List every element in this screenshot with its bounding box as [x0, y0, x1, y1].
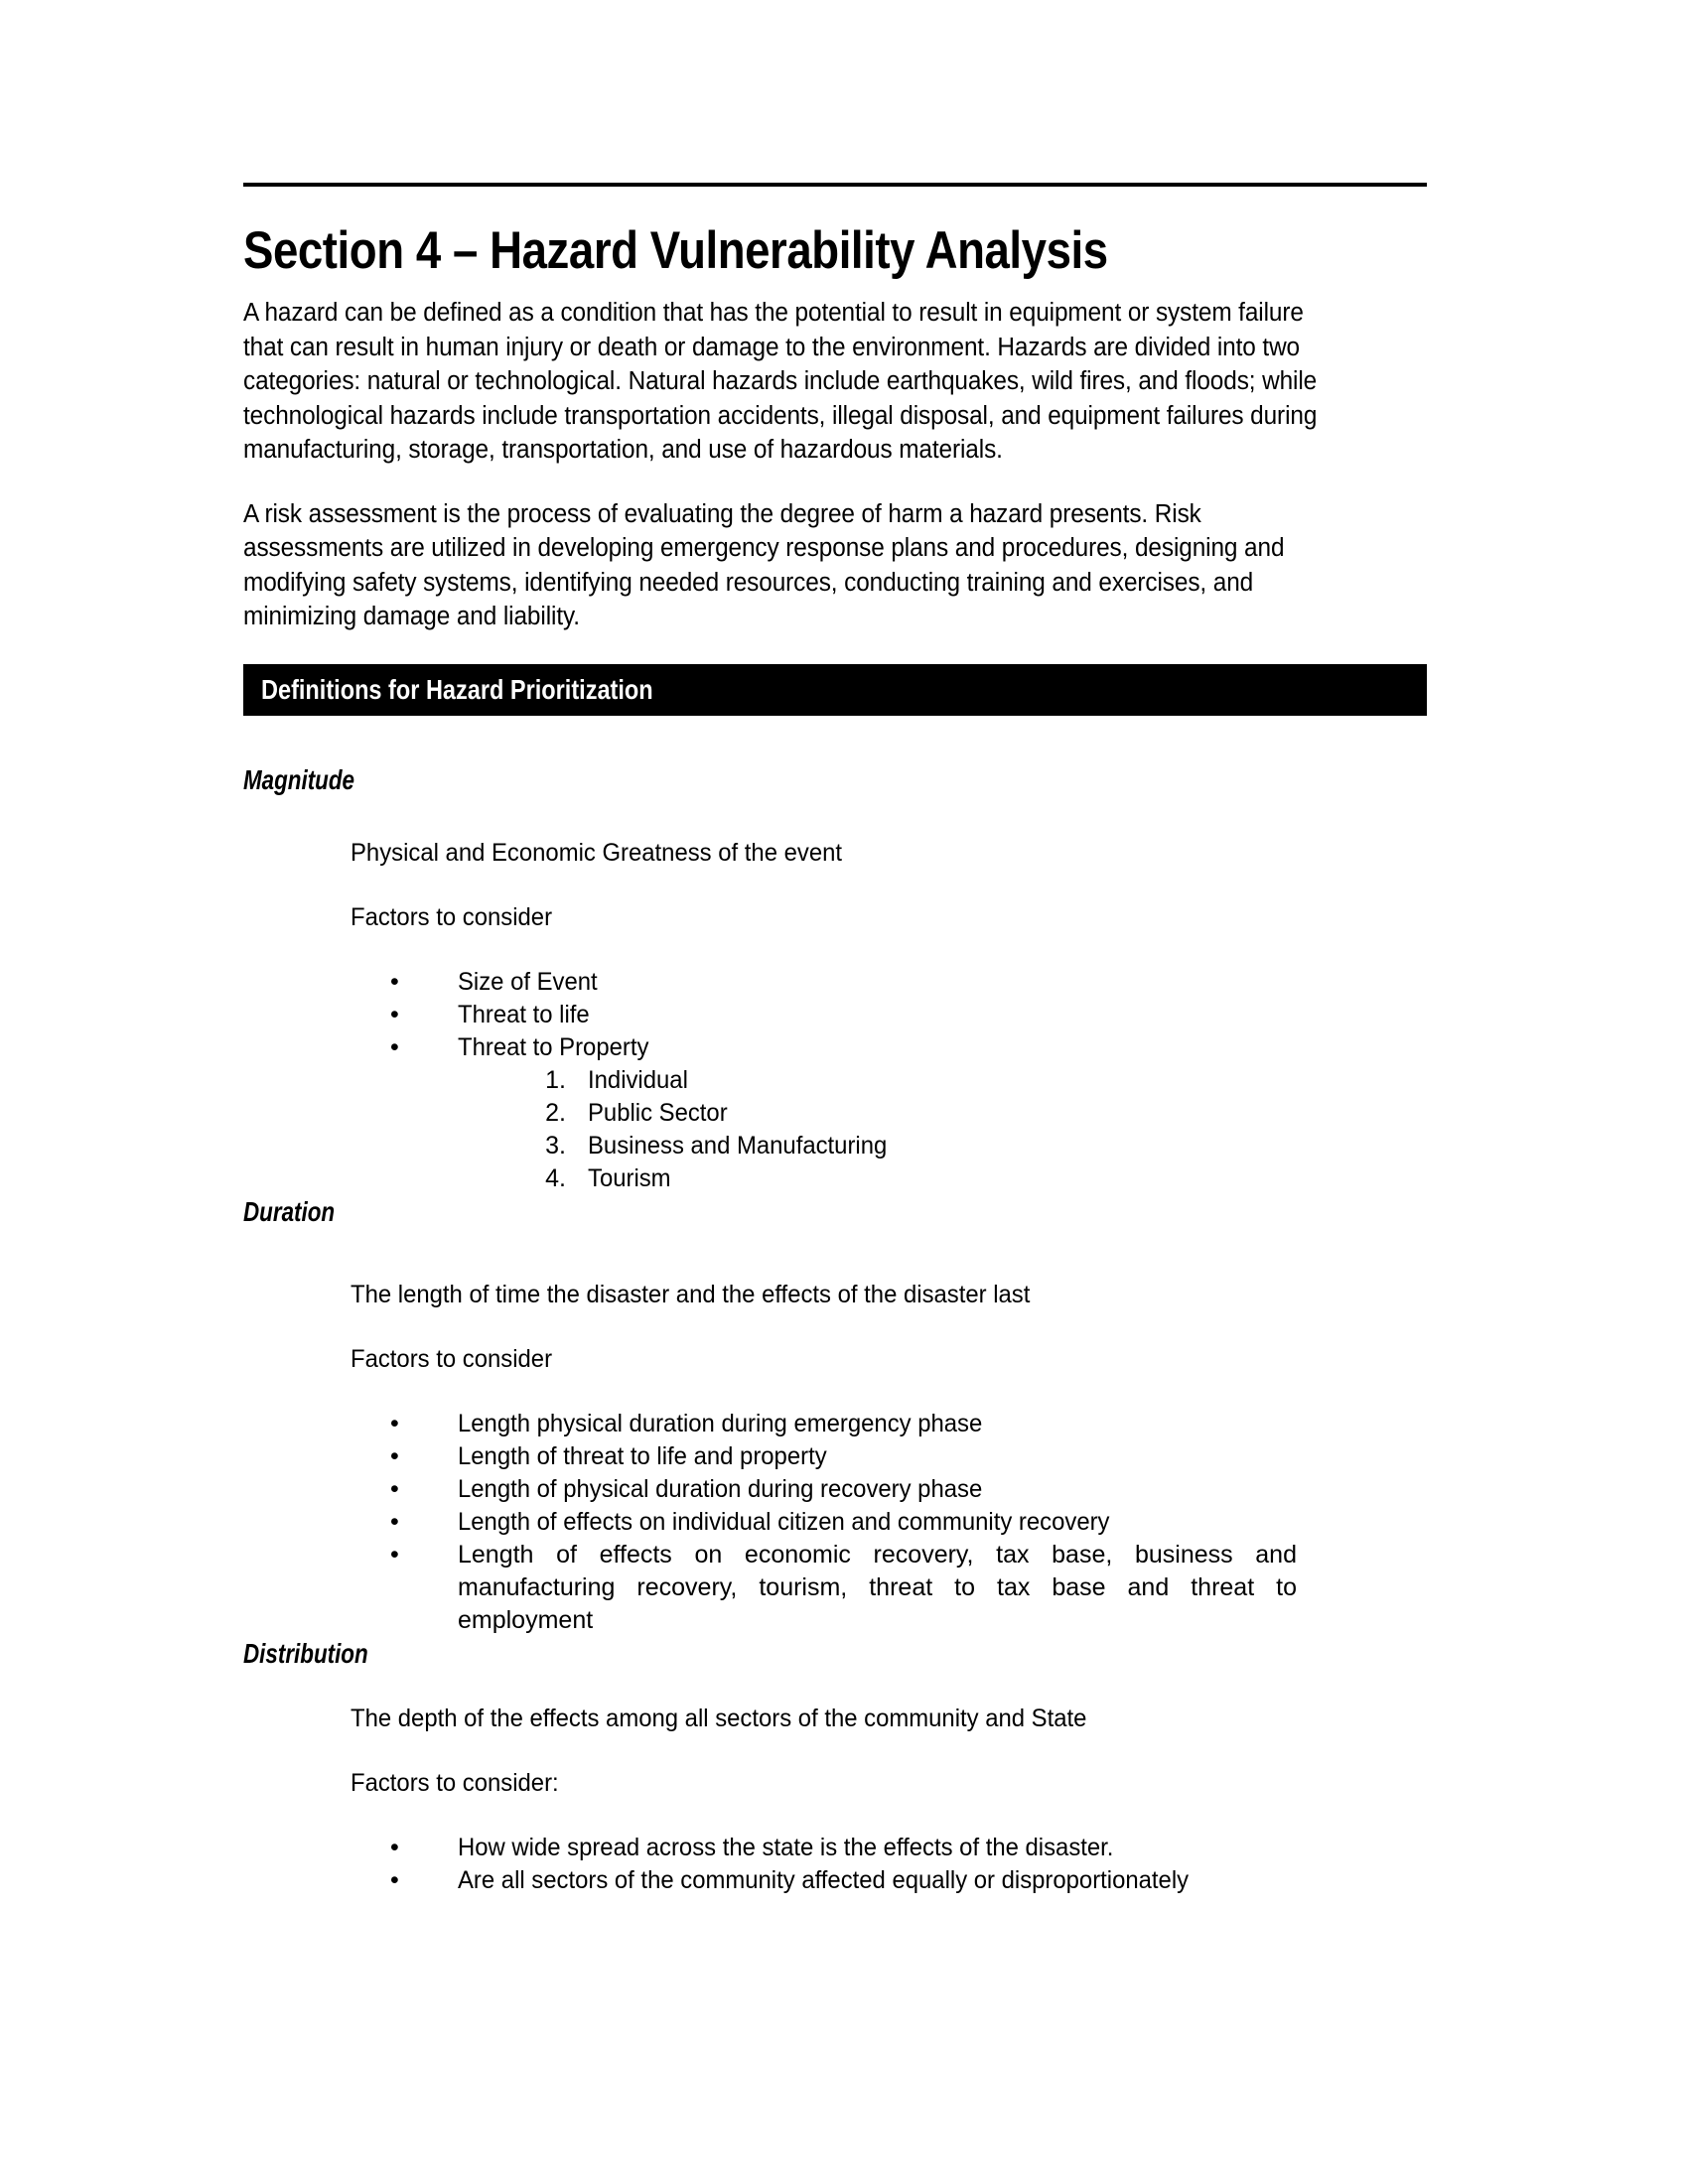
list-marker: 2.	[545, 1098, 566, 1127]
list-item	[390, 1539, 1430, 1637]
document-content	[243, 220, 1430, 1897]
bullet-icon: •	[390, 1540, 399, 1569]
spacer	[243, 1376, 1430, 1408]
list-item-label: Tourism	[588, 1163, 671, 1192]
list-item	[390, 999, 1430, 1031]
list-item	[390, 1031, 1430, 1064]
list-marker: 4.	[545, 1163, 566, 1192]
list-item-label: Threat to Property	[458, 1032, 649, 1061]
duration-bullet-list	[390, 1408, 1430, 1637]
list-item	[526, 1162, 1430, 1195]
spacer	[243, 1735, 1430, 1767]
list-item-label: Length of effects on economic recovery, tax base, business and manufacturing recovery, tourism, threat to tax base and threat to employment	[458, 1540, 1297, 1634]
magnitude-definition: Physical and Economic Greatness of the event	[351, 838, 843, 867]
list-item-label: Length of physical duration during recovery phase	[458, 1474, 983, 1503]
list-item	[390, 1506, 1430, 1539]
list-item-label: Length of effects on individual citizen and community recovery	[458, 1507, 1110, 1536]
distribution-factors-label: Factors to consider:	[351, 1768, 559, 1797]
bullet-icon: •	[390, 1833, 399, 1861]
list-item	[526, 1064, 1430, 1097]
list-item-label: Are all sectors of the community affected equally or disproportionately	[458, 1865, 1190, 1894]
spacer	[243, 1229, 1430, 1279]
list-item-label: Length of threat to life and property	[458, 1441, 827, 1470]
spacer	[243, 1800, 1430, 1832]
list-item-label: How wide spread across the state is the effects of the disaster.	[458, 1833, 1114, 1861]
list-item	[390, 1864, 1430, 1897]
distribution-definition: The depth of the effects among all sectors of the community and State	[351, 1704, 1087, 1732]
section-banner-label: Definitions for Hazard Prioritization	[261, 673, 653, 705]
list-item	[390, 1440, 1430, 1473]
spacer	[243, 870, 1430, 901]
bullet-icon: •	[390, 967, 399, 996]
section-banner	[243, 664, 1427, 716]
list-item	[390, 1408, 1430, 1440]
distribution-bullet-list	[390, 1832, 1430, 1897]
intro-paragraph-1: A hazard can be defined as a condition that has the potential to result in equipment or system failure that can result in human injury or death or damage to the environment. Hazards are divided into two categories: natural or technological. Natural hazards include earthquakes, wild fires, and floods; while technological hazards include transportation accidents, illegal disposal, and equipment failures during manufacturing, storage, transportation, and use of hazardous materials.	[243, 299, 1318, 464]
list-item	[390, 1473, 1430, 1506]
list-marker: 3.	[545, 1131, 566, 1160]
spacer	[243, 1671, 1430, 1703]
bullet-icon: •	[390, 1865, 399, 1894]
list-item	[526, 1097, 1430, 1130]
list-item-label: Threat to life	[458, 1000, 590, 1028]
magnitude-bullet-list	[390, 966, 1430, 1064]
bullet-icon: •	[390, 1507, 399, 1536]
list-item-label: Length physical duration during emergency phase	[458, 1409, 983, 1437]
header-rule	[243, 183, 1427, 187]
duration-definition: The length of time the disaster and the effects of the disaster last	[351, 1280, 1031, 1308]
duration-factors-label: Factors to consider	[351, 1344, 553, 1373]
list-item	[390, 966, 1430, 999]
magnitude-numbered-list	[526, 1064, 1430, 1195]
spacer	[243, 1311, 1430, 1343]
list-item	[526, 1130, 1430, 1162]
bullet-icon: •	[390, 1032, 399, 1061]
list-item-label: Size of Event	[458, 967, 598, 996]
list-marker: 1.	[545, 1065, 566, 1094]
list-item-label: Individual	[588, 1065, 688, 1094]
subsection-heading-magnitude: Magnitude	[243, 763, 354, 795]
list-item	[390, 1832, 1430, 1864]
bullet-icon: •	[390, 1000, 399, 1028]
list-item-label: Business and Manufacturing	[588, 1131, 888, 1160]
bullet-icon: •	[390, 1409, 399, 1437]
intro-paragraph-2: A risk assessment is the process of evaluating the degree of harm a hazard presents. Risk assessments are utilized in developing emergency response plans and procedures, designing and modifying safety systems, identifying needed resources, conducting training and exercises, and minimizing damage and liability.	[243, 499, 1285, 630]
bullet-icon: •	[390, 1474, 399, 1503]
bullet-icon: •	[390, 1441, 399, 1470]
spacer	[243, 934, 1430, 966]
spacer	[243, 797, 1430, 837]
subsection-heading-distribution: Distribution	[243, 1637, 368, 1669]
list-item-label: Public Sector	[588, 1098, 728, 1127]
magnitude-factors-label: Factors to consider	[351, 902, 553, 931]
page-title: Section 4 – Hazard Vulnerability Analysis	[243, 221, 1108, 280]
subsection-heading-duration: Duration	[243, 1195, 336, 1227]
